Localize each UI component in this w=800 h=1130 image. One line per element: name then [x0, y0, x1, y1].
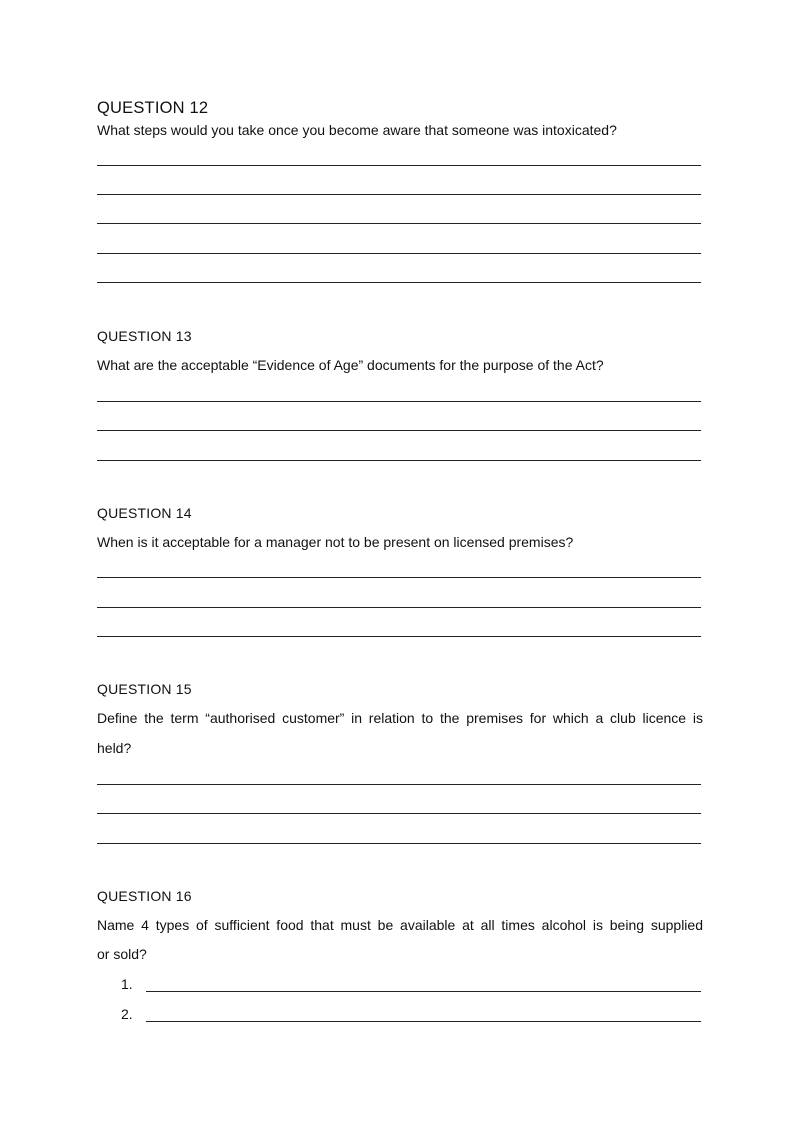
question-heading: QUESTION 15	[97, 681, 192, 697]
answer-line[interactable]	[97, 843, 701, 844]
question-heading: QUESTION 12	[97, 99, 209, 117]
question-text: What steps would you take once you become aware that someone was intoxicated?	[97, 122, 617, 138]
answer-line[interactable]	[97, 401, 701, 402]
question-heading: QUESTION 16	[97, 888, 192, 904]
list-answer-line[interactable]	[146, 991, 701, 992]
question-text-line-1: Name 4 types of sufficient food that must be available at all times alcohol is being supplied	[97, 917, 703, 933]
answer-line[interactable]	[97, 253, 701, 254]
list-item-number: 1.	[121, 976, 133, 992]
answer-line[interactable]	[97, 194, 701, 195]
answer-line[interactable]	[97, 460, 701, 461]
answer-line[interactable]	[97, 223, 701, 224]
answer-line[interactable]	[97, 282, 701, 283]
answer-line[interactable]	[97, 813, 701, 814]
answer-line[interactable]	[97, 165, 701, 166]
question-text: When is it acceptable for a manager not to be present on licensed premises?	[97, 534, 574, 550]
question-text-line-1: Define the term “authorised customer” in relation to the premises for which a club licence is	[97, 710, 703, 726]
list-item-number: 2.	[121, 1006, 133, 1022]
question-heading: QUESTION 13	[97, 328, 192, 344]
question-text-line-2: held?	[97, 740, 132, 756]
answer-line[interactable]	[97, 607, 701, 608]
list-answer-line[interactable]	[146, 1021, 701, 1022]
answer-line[interactable]	[97, 430, 701, 431]
answer-line[interactable]	[97, 577, 701, 578]
answer-line[interactable]	[97, 784, 701, 785]
answer-line[interactable]	[97, 636, 701, 637]
question-text-line-2: or sold?	[97, 946, 147, 962]
question-text: What are the acceptable “Evidence of Age” documents for the purpose of the Act?	[97, 357, 604, 373]
question-heading: QUESTION 14	[97, 505, 192, 521]
